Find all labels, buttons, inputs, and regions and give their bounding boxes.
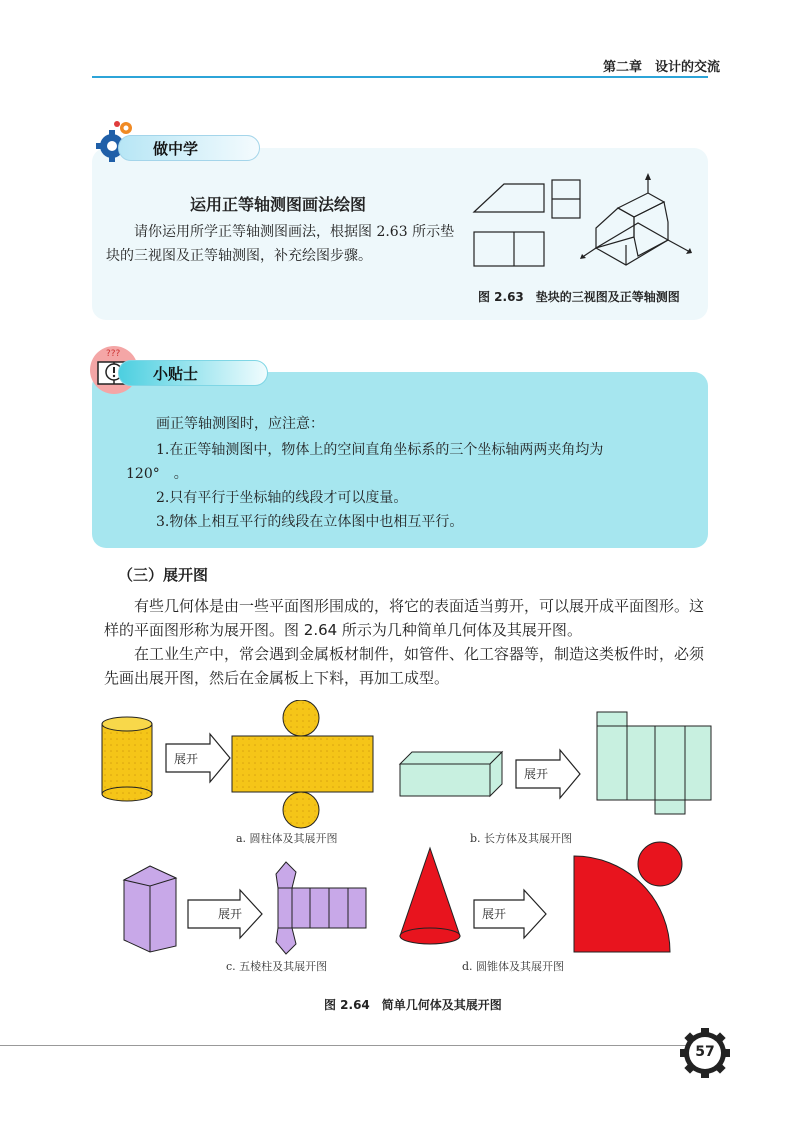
cuboid-net bbox=[597, 712, 711, 814]
caption-d: d. 圆锥体及其展开图 bbox=[462, 960, 565, 973]
unfolding-figure bbox=[0, 700, 800, 1000]
section-title: （三）展开图 bbox=[118, 566, 209, 584]
figure-2-64-caption: 图 2.64 简单几何体及其展开图 bbox=[324, 998, 502, 1012]
pentagonal-prism-shape bbox=[124, 866, 176, 952]
figure-2-63-caption: 图 2.63 垫块的三视图及正等轴测图 bbox=[478, 290, 680, 304]
page-number: 57 bbox=[695, 1044, 715, 1060]
header-divider bbox=[92, 76, 708, 78]
cone-shape bbox=[400, 848, 460, 944]
tips-label: 小贴士 bbox=[118, 360, 268, 386]
arrow-c-label: 展开 bbox=[218, 907, 243, 921]
tips-line-5: 3.物体上相互平行的线段在立体图中也相互平行。 bbox=[156, 514, 464, 530]
practice-title: 运用正等轴测图画法绘图 bbox=[190, 195, 367, 214]
body-paragraph-1: 有些几何体是由一些平面图形围成的，将它的表面适当剪开，可以展开成平面图形。这样的平面图形称为展开图。图 2.64 所示为几种简单几何体及其展开图。 bbox=[104, 597, 705, 639]
practice-text: 请你运用所学正等轴测图画法，根据图 2.63 所示垫块的三视图及正等轴测图，补充绘图步骤。 bbox=[106, 224, 455, 264]
arrow-b-label: 展开 bbox=[524, 767, 549, 781]
caption-a: a. 圆柱体及其展开图 bbox=[236, 832, 338, 845]
caption-b: b. 长方体及其展开图 bbox=[470, 832, 573, 845]
tips-line-2: 1.在正等轴测图中，物体上的空间直角坐标系的三个坐标轴两两夹角均为 bbox=[156, 442, 604, 458]
pentagonal-prism-net bbox=[276, 862, 366, 954]
practice-label: 做中学 bbox=[118, 135, 260, 161]
svg-text:???: ??? bbox=[106, 349, 121, 359]
chapter-header: 第二章 设计的交流 bbox=[602, 60, 720, 75]
arrow-d-label: 展开 bbox=[482, 907, 507, 921]
cone-net bbox=[574, 842, 682, 952]
arrow-a-label: 展开 bbox=[174, 752, 199, 766]
footer-divider bbox=[0, 1045, 690, 1046]
tips-line-4: 2.只有平行于坐标轴的线段才可以度量。 bbox=[156, 490, 408, 506]
tips-line-3: 120° 。 bbox=[126, 466, 188, 482]
cylinder-shape bbox=[102, 717, 152, 801]
body-paragraph-2: 在工业生产中，常会遇到金属板材制件，如管件、化工容器等，制造这类板件时，必须先画出展开图，然后在金属板上下料，再加工成型。 bbox=[104, 645, 705, 687]
caption-c: c. 五棱柱及其展开图 bbox=[226, 960, 328, 973]
tips-line-1: 画正等轴测图时，应注意： bbox=[156, 416, 324, 432]
cylinder-net bbox=[232, 700, 373, 828]
cuboid-shape bbox=[400, 752, 502, 796]
block-three-view-drawing bbox=[468, 170, 708, 282]
